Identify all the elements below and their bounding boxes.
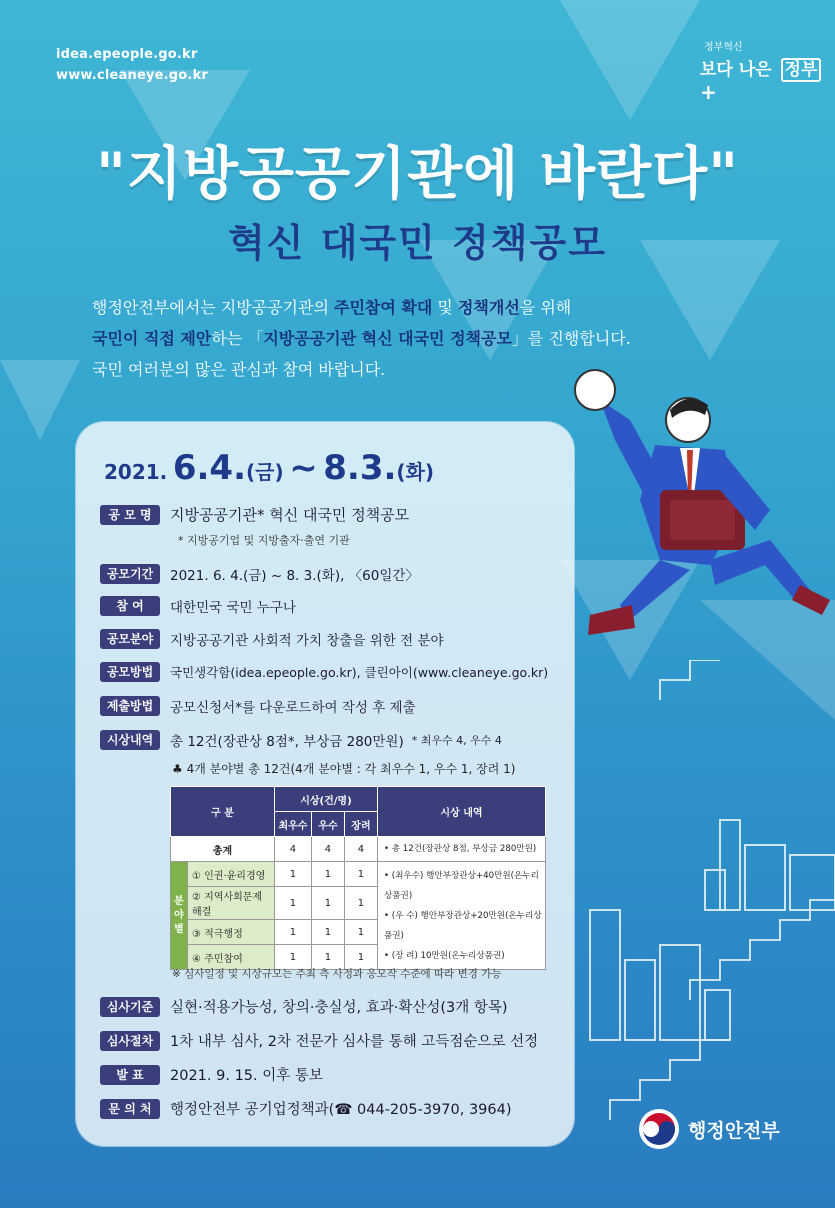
page-subtitle: 혁신 대국민 정책공모	[228, 221, 607, 265]
row-contest-name: 공 모 명 지방공공기관* 혁신 대국민 정책공모	[100, 504, 409, 525]
gov-logo-small: 정부혁신	[704, 42, 743, 53]
note-target: * 지방공기업 및 지방출자·출연 기관	[178, 534, 350, 547]
city-stairs-illustration	[580, 660, 835, 1140]
ministry-logo	[638, 1108, 780, 1150]
url-epeople[interactable]: idea.epeople.go.kr	[56, 47, 198, 62]
row-procedure: 심사절차 1차 내부 심사, 2차 전문가 심사를 통해 고득점순으로 선정	[100, 1030, 538, 1051]
row-contact: 문 의 처 행정안전부 공기업정책과(☎ 044-205-3970, 3964)	[100, 1098, 512, 1119]
gov-logo-boxed: 정부	[781, 58, 822, 82]
prize-desc: • (최우수) 행안부장관상+40만원(온누리상품권) • (우 수) 행안부장관상+20만원(온누리상품권) • (장 려) 10만원(온누리상품권)	[377, 862, 545, 970]
prize-table: 구 분 시상(건/명) 시상 내역 최우수 우수 장려 총계 4 4 4 • 총 12건(장관상 8점, 부상금 280만원) 분야별 ① 인권·윤리경영 1 1 1 • (최우수) 행안부장관상+40만원(온누리상품권) • (우 수) 행안부장관상+20만원(온누리상품권) • (장 려) 10만원(온누리상품권) ② 지역사회문제 해결 1 1 1 ③ 적극행정 1 1 1 ④ 주민참여 1 1 1	[170, 786, 546, 970]
table-row: ② 지역사회문제 해결 1 1 1	[171, 887, 546, 920]
running-man-illustration	[560, 360, 835, 660]
gov-logo-prefix: 보다 나은	[700, 60, 772, 80]
table-row-total: 총계 4 4 4 • 총 12건(장관상 8점, 부상금 280만원)	[171, 837, 546, 862]
page-title: "지방공공기관에 바란다"	[96, 141, 739, 207]
url-cleaneye[interactable]: www.cleaneye.go.kr	[56, 68, 209, 83]
note-footnote: ※ 심사일정 및 시상규모는 주최 측 사정과 응모작 수준에 따라 변경 가능	[172, 968, 502, 980]
table-row: ③ 적극행정 1 1 1	[171, 920, 546, 945]
row-submission: 제출방법 공모신청서*를 다운로드하여 작성 후 제출	[100, 696, 416, 716]
note-prize-split: ♣ 4개 분야별 총 12건(4개 분야별 : 각 최우수 1, 우수 1, 장려 1)	[172, 762, 516, 776]
row-field: 공모분야 지방공공기관 사회적 가치 창출을 위한 전 분야	[100, 629, 444, 649]
intro-text: 행정안전부에서는 지방공공기관의 주민참여 확대 및 정책개선을 위해 국민이 직접 제안하는 「지방공공기관 혁신 대국민 정책공모」를 진행합니다. 국민 여러분의 많은 관심과 참여 바랍니다.	[92, 298, 631, 379]
table-row: ④ 주민참여 1 1 1	[171, 945, 546, 970]
table-row: 분야별 ① 인권·윤리경영 1 1 1 • (최우수) 행안부장관상+40만원(온누리상품권) • (우 수) 행안부장관상+20만원(온누리상품권) • (장 려) 10만원(온누리상품권)	[171, 862, 546, 887]
row-participation: 참 여 대한민국 국민 누구나	[100, 596, 296, 616]
row-announcement: 발 표 2021. 9. 15. 이후 통보	[100, 1064, 323, 1085]
row-prize: 시상내역 총 12건(장관상 8점*, 부상금 280만원) * 최우수 4, 우수 4	[100, 730, 502, 750]
ministry-name: 행정안전부	[688, 1119, 780, 1142]
row-contest-period: 공모기간 2021. 6. 4.(금) ~ 8. 3.(화), 〈60일간〉	[100, 564, 419, 584]
row-criteria: 심사기준 실현·적용가능성, 창의·충실성, 효과·확산성(3개 항목)	[100, 996, 508, 1017]
taegeuk-emblem-icon	[638, 1108, 680, 1150]
gov-logo-big: 보다 나은 정부+	[700, 55, 835, 104]
site-urls	[56, 44, 208, 86]
gov-innovation-logo	[700, 38, 835, 104]
row-method: 공모방법 국민생각함(idea.epeople.go.kr), 클린아이(www.cleaneye.go.kr)	[100, 662, 548, 682]
contest-period: 2021. 6.4.(금) ~ 8.3.(화)	[104, 448, 435, 488]
